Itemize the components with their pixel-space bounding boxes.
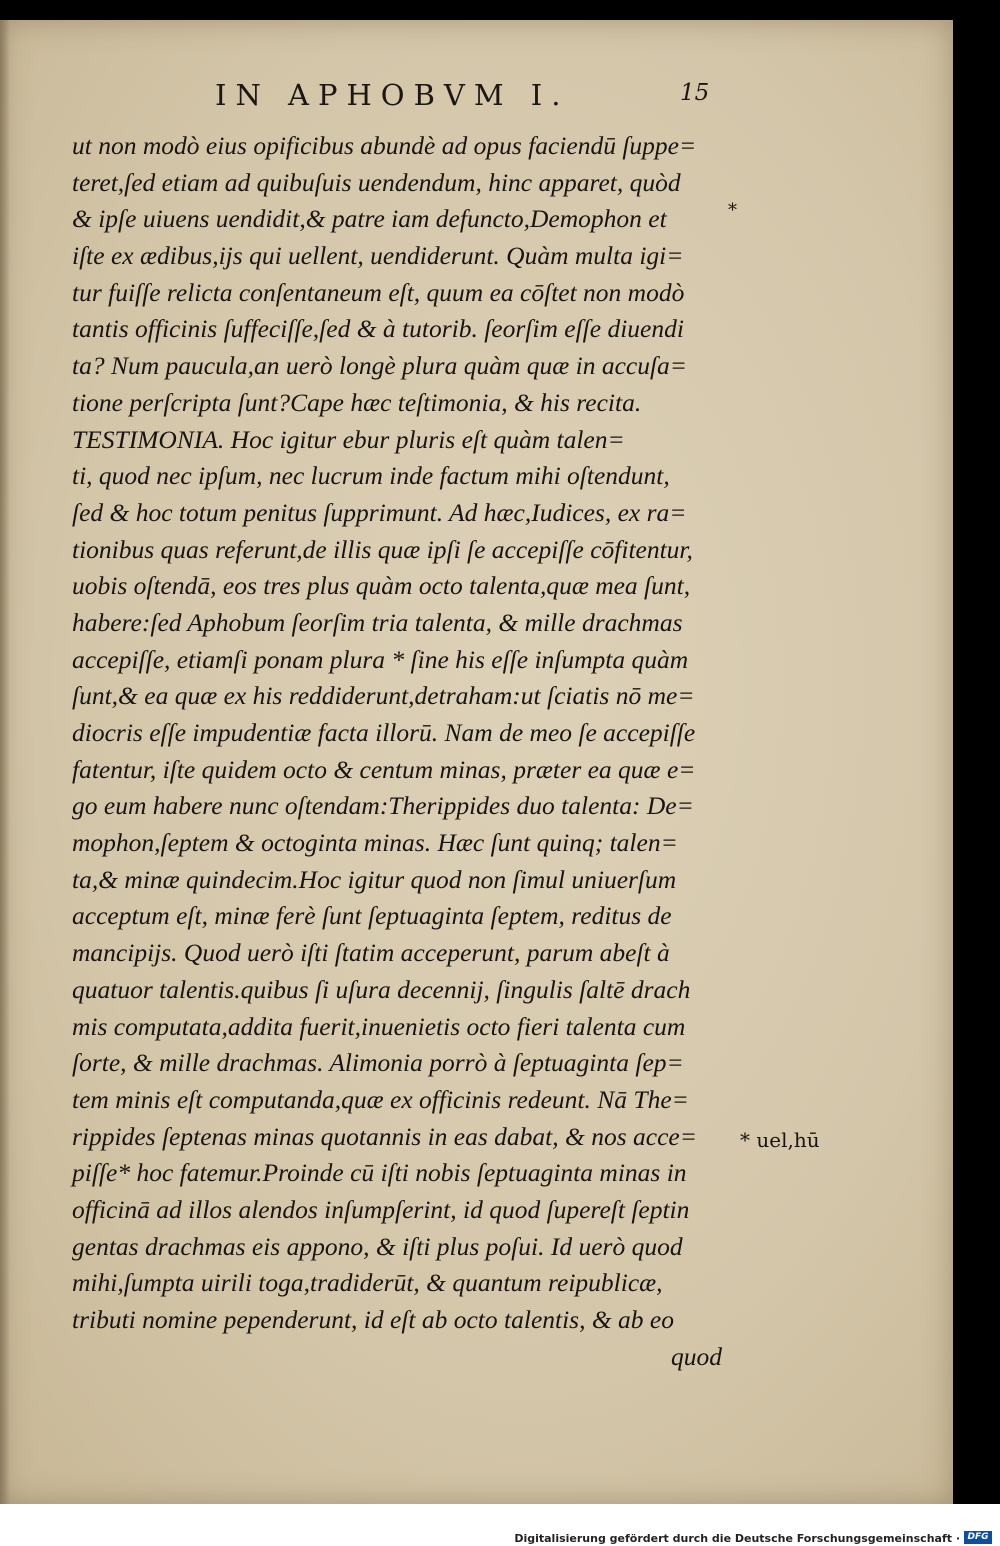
text-line: officinā ad illos alendos inſumpſerint, id quod ſupereſt ſeptin — [72, 1194, 690, 1224]
catchword: quod — [671, 1341, 722, 1371]
text-line: ſunt,& ea quæ ex his reddiderunt,detraham:ut ſciatis nō me= — [72, 681, 695, 711]
text-line: diocris eſſe impudentiæ facta illorū. Nam de meo ſe accepiſſe — [72, 718, 696, 747]
text-line: uobis oſtendā, eos tres plus quàm octo talenta,quæ mea ſunt, — [72, 571, 691, 601]
text-line: ti, quod nec ipſum, nec lucrum inde factum mihi oſtendunt, — [72, 461, 670, 491]
footer-bar — [0, 1504, 1000, 1546]
page-binding-shadow — [0, 20, 10, 1504]
funding-credit: Digitalisierung gefördert durch die Deutsche Forschungsgemeinschaft · — [514, 1532, 960, 1545]
text-line: ſed & hoc totum penitus ſupprimunt. Ad hæc,Iudices, ex ra= — [72, 497, 687, 527]
text-line: tione perſcripta ſunt?Cape hæc teſtimonia, & his recita. — [72, 387, 642, 417]
text-line: fatentur, iſte quidem octo & centum minas, præter ea quæ e= — [72, 754, 696, 784]
text-line: iſte ex ædibus,ijs qui uellent, uendiderunt. Quàm multa igi= — [72, 241, 684, 271]
text-line: accepiſſe, etiamſi ponam plura * ſine his eſſe inſumpta quàm — [72, 644, 689, 674]
text-line: piſſe* hoc fatemur.Proinde cū iſti nobis ſeptuaginta minas in — [72, 1158, 687, 1188]
margin-asterisk: * — [728, 200, 737, 221]
text-line: ſorte, & mille drachmas. Alimonia porrò à ſeptuaginta ſep= — [72, 1048, 684, 1078]
text-line: habere:ſed Aphobum ſeorſim tria talenta, & mille drachmas — [72, 607, 683, 637]
book-page — [0, 20, 953, 1504]
text-line: mancipijs. Quod uerò iſti ſtatim acceperunt, parum abeſt à — [72, 938, 670, 968]
text-line: mophon,ſeptem & octoginta minas. Hæc ſunt quinq; talen= — [72, 828, 678, 858]
text-line: quatuor talentis.quibus ſi uſura decennij, ſingulis ſaltē drach — [72, 974, 691, 1004]
text-line: tur fuiſſe relicta conſentaneum eſt, quum ea cōſtet non modò — [72, 277, 685, 307]
running-head-title: IN APHOBVM I. — [215, 78, 570, 112]
text-line: teret,ſed etiam ad quibuſuis uendendum, hinc apparet, quòd — [72, 167, 681, 197]
text-line: tributi nomine pependerunt, id eſt ab octo talentis, & ab eo — [72, 1305, 675, 1334]
text-line: & ipſe uiuens uendidit,& patre iam defuncto,Demophon et — [72, 204, 667, 234]
running-head — [0, 78, 953, 118]
text-line: go eum habere nunc oſtendam:Therippides duo talenta: De= — [72, 791, 694, 821]
text-line: TESTIMONIA. Hoc igitur ebur pluris eſt quàm talen= — [72, 424, 625, 454]
dfg-logo: DFG — [964, 1531, 992, 1544]
text-line: mihi,ſumpta uirili toga,tradiderūt, & quantum reipublicæ, — [72, 1268, 663, 1298]
text-line: ta? Num paucula,an uerò longè plura quàm quæ in accuſa= — [72, 351, 688, 381]
body-text — [72, 128, 732, 1375]
text-line: tantis officinis ſuffeciſſe,ſed & à tutorib. ſeorſim eſſe diuendi — [72, 314, 684, 344]
text-line: tem minis eſt computanda,quæ ex officinis redeunt. Nā The= — [72, 1084, 689, 1114]
text-line: mis computata,addita fuerit,inuenietis octo fieri talenta cum — [72, 1011, 686, 1041]
marginal-note: * uel,hū — [740, 1128, 820, 1152]
text-line: tionibus quas referunt,de illis quæ ipſi ſe accepiſſe cōfitentur, — [72, 534, 693, 564]
text-line: acceptum eſt, minæ ferè ſunt ſeptuaginta ſeptem, reditus de — [72, 901, 672, 931]
text-line: ta,& minæ quindecim.Hoc igitur quod non ſimul uniuerſum — [72, 864, 677, 894]
text-line: gentas drachmas eis appono, & iſti plus poſui. Id uerò quod — [72, 1231, 683, 1261]
page-number: 15 — [680, 80, 710, 106]
text-line: rippides ſeptenas minas quotannis in eas dabat, & nos acce= — [72, 1121, 697, 1151]
text-line: ut non modò eius opificibus abundè ad opus faciendū ſuppe= — [72, 131, 697, 160]
